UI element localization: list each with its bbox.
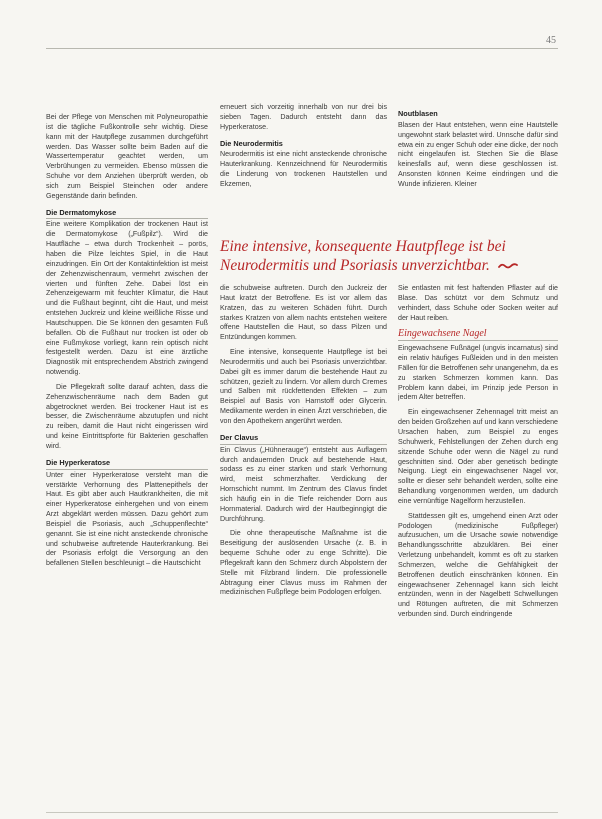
hautpflege-paragraph: Eine intensive, konsequente Hautpflege ist bei Neurodermitis und auch bei Psoriasis unverzichtbar. Dabei gilt es immer darum die bestehende Haut zu schützen, gezielt zu lindern. Vor allem durch Cremes und Salben mit rückfettenden Effekten – zum Beispiel auf Basis von Harnstoff oder Glycerin. Medikamente werden in einen Ärzt verschrieben, die von den Apothekern angerührt werden. bbox=[220, 348, 387, 425]
nagel-paragraph-2: Ein eingewachsener Zehennagel tritt meist an den beiden Großzehen auf und kann verschiedene Ursachen haben, zum Beispiel zu enges Schuhwerk, Fehlstellungen der Zehen durch eng sitzende Schuhe oder wenn die Nägel zu rund geschnitten sind. Oder aber genetisch bedingte Neigung. Liegt ein eingewachsener Nagel vor, sollte er dieser sehr behandelt werden, sollte eine Behandlung vorgenommen werden, um dadurch eine vernünftige Nagelform herzustellen. bbox=[398, 408, 558, 505]
noutblasen-paragraph: Blasen der Haut entstehen, wenn eine Hautstelle ungewohnt stark belastet wird. Unnsche dafür sind etwa ein zu enger Schuh oder eine dicke, der noch nicht eingelaufen ist. Stechen Sie die Blase keinesfalls auf, wenn diese geschlossen ist. Ansonsten können Keime eindringen und die Wunde infizieren. Kleiner bbox=[398, 120, 558, 188]
heading-neurodermitis: Die Neurodermitis bbox=[220, 138, 283, 148]
column-3-top bbox=[398, 103, 558, 228]
clavus-paragraph-2: Die ohne therapeutische Maßnahme ist die Beseitigung der auslösenden Ursache (z. B. in bequeme Schuhe oder zu enge Schritte). Die Pflegekraft kann den Schmerz durch Abpolstern der Stelle mit Filzbrand lindern. Die professionelle Abtragung einer Clavus muss im Rahmen der medizinischen Fußpflege beim Podologen erfolgen. bbox=[220, 529, 387, 597]
nagel-paragraph-1: Eingewachsene Fußnägel (ungvis incarnatus) sind ein relativ häufiges Fußleiden und in den meisten Fällen für die Betroffenen sehr unangenehm, da es zu starken Schmerzen kommen kann. Das Problem kann dabei, im Prinzip jede Person in jedem Alter betreffen. bbox=[398, 344, 558, 402]
column-2-bottom bbox=[220, 284, 387, 803]
column-2-top bbox=[220, 103, 387, 228]
pull-quote-text: Eine intensive, konsequente Hautpflege ist bei Neurodermitis und Psoriasis unverzichtbar. bbox=[220, 238, 506, 274]
psoriasis-continued-paragraph: erneuert sich vorzeitig innerhalb von nur drei bis sieben Tagen. Dadurch entsteht dann das Hyperkeratose. bbox=[220, 103, 387, 131]
heading-eingewachsene-nagel: Eingewachsene Nagel bbox=[398, 329, 558, 341]
heading-noutblasen: Noutblasen bbox=[398, 109, 438, 118]
footer-rule bbox=[46, 812, 558, 813]
nagel-paragraph-3: Stattdessen gilt es, umgehend einen Arzt oder Podologen (medizinische Fußpfleger) aufzusuchen, um die Ursache sowie notwendige Behandlungsschritte abzuklären. Bei einer Verletzung unbehandelt, kommt es oft zu starken Schmerzen, welche die Gehfähigkeit der Betroffenen deutlich einschränken können. Ein eingewachsener Zehennagel kann sich leicht entzünden, wenn in der Nagelbett Schwellungen und Rötungen auftreten, die mit Schmerzen verbunden sind. Durch eindringende bbox=[398, 511, 558, 619]
column-3-bottom bbox=[398, 284, 558, 803]
page-number: 45 bbox=[546, 35, 556, 46]
neurodermitis-paragraph: Neurodermitis ist eine nicht ansteckende chronische Hauterkrankung. Kennzeichnend für Neurodermitis die Linderung von trockenen Hautstellen und Ekzemen, bbox=[220, 150, 387, 188]
intro-paragraph: Bei der Pflege von Menschen mit Polyneuropathie ist die tägliche Fußkontrolle sehr wichtig. Diese kann mit der Hautpflege zusammen durchgeführt werden. Das Wasser sollte beim Baden auf die Wassertemperatur geachtet werden, um Verbrühungen zu vermeiden. Ebenso müssen die Schuhe vor dem Anziehen überprüft werden, ob sich zum Beispiel Steinchen oder andere Gegenstände darin befinden. bbox=[46, 113, 208, 200]
neurodermitis-continued-paragraph: die schubweise auftreten. Durch den Juckreiz der Haut kratzt der Betroffene. Es ist vor allem das Kratzen, das zu weiteren Schäden führt. Durch starkes Kratzen von allem nachts entstehen weitere offene Hautstellen die Haut, so dass Pilzen und Entzündungen kommen. bbox=[220, 284, 387, 342]
heading-dermatomykose: Die Dermatomykose bbox=[46, 208, 208, 220]
wave-ornament-icon bbox=[498, 262, 518, 270]
header-rule bbox=[46, 48, 558, 49]
pull-quote bbox=[220, 237, 558, 275]
clavus-paragraph-1: Ein Clavus („Hühnerauge“) entsteht aus Auflagern durch andauernden Druck auf bestehende Haut, sodass es zu einer starken und stark Verhornung wird, meist schmerzhafter. Verdickung der Hornschicht nummt. Im Zentrum des Clavus findet sich häufig ein in die Tiefe reichender Dorn aus Hornmaterial. Dadurch wird der Hautbeginngigt die Durchführung. bbox=[220, 445, 387, 523]
heading-clavus: Der Clavus bbox=[220, 433, 387, 445]
heading-hyperkeratose: Die Hyperkeratose bbox=[46, 458, 208, 470]
dermatomykose-paragraph-1: Eine weitere Komplikation der trockenen Haut ist die Dermatomykose („Fußpilz“). Wird die Hautfläche – etwa durch Trockenheit – porös, haben die Pilze leichtes Spiel, in die Haut einzudringen. Ein Ort der Kontaktinfektion ist meist der Zehenzwischenraum, vermehrt zwischen der vierten und fünften Zehe. Dabei löst ein Zehenzeigewarm mit feuchter Klimatur, die Haut und die Fußhaut beginnt, ciht die Haut, und meist entstehen Juckreiz und kleine weißliche Risse und Hautschuppen. Die Se können den gesamten Fuß befallen. Ob die Fußhaut nur trocken ist oder ob eine Fußmykose vorliegt, kann rein optisch nicht festgestellt werden. Dazu ist eine ärztliche Diagnostik mit entsprechendem Abstrich zwingend notwendig. bbox=[46, 220, 208, 377]
hyperkeratose-paragraph: Unter einer Hyperkeratose versteht man die verstärkte Verhornung des Plattenepithels der Haut. Es gibt aber auch Hautkrankheiten, die mit einer Hyperkeratose einhergehen und von einem Arzt abgeklärt werden müssen. Dazu gehört zum Beispiel die Psoriasis, auch „Schuppenflechte“ genannt. Sie ist eine nicht ansteckende chronische und schubweise auftretende Hauterkrankung. Bei der Psoriasis erfolgt die Versorgung an den befallenen Stellen beschleunigt – die Hautschicht bbox=[46, 470, 208, 568]
column-1 bbox=[46, 113, 208, 803]
blasen-continued-paragraph: Sie entlasten mit fest haftenden Pflaster auf die Blase. Das schützt vor dem Schmutz und verhindert, dass Schuhe oder Socken weiter auf der Haut reiben. bbox=[398, 284, 558, 322]
dermatomykose-paragraph-2: Die Pflegekraft sollte darauf achten, dass die Zehenzwischenräume nach dem Baden gut abgetrocknet werden. Bei trockener Haut ist es besser, die Zwischenräume abzutupfen und nicht zu reiben, damit die Haut nicht eingerissen wird und keine Eintrittspforte für Bakterien geschaffen wird. bbox=[46, 382, 208, 450]
